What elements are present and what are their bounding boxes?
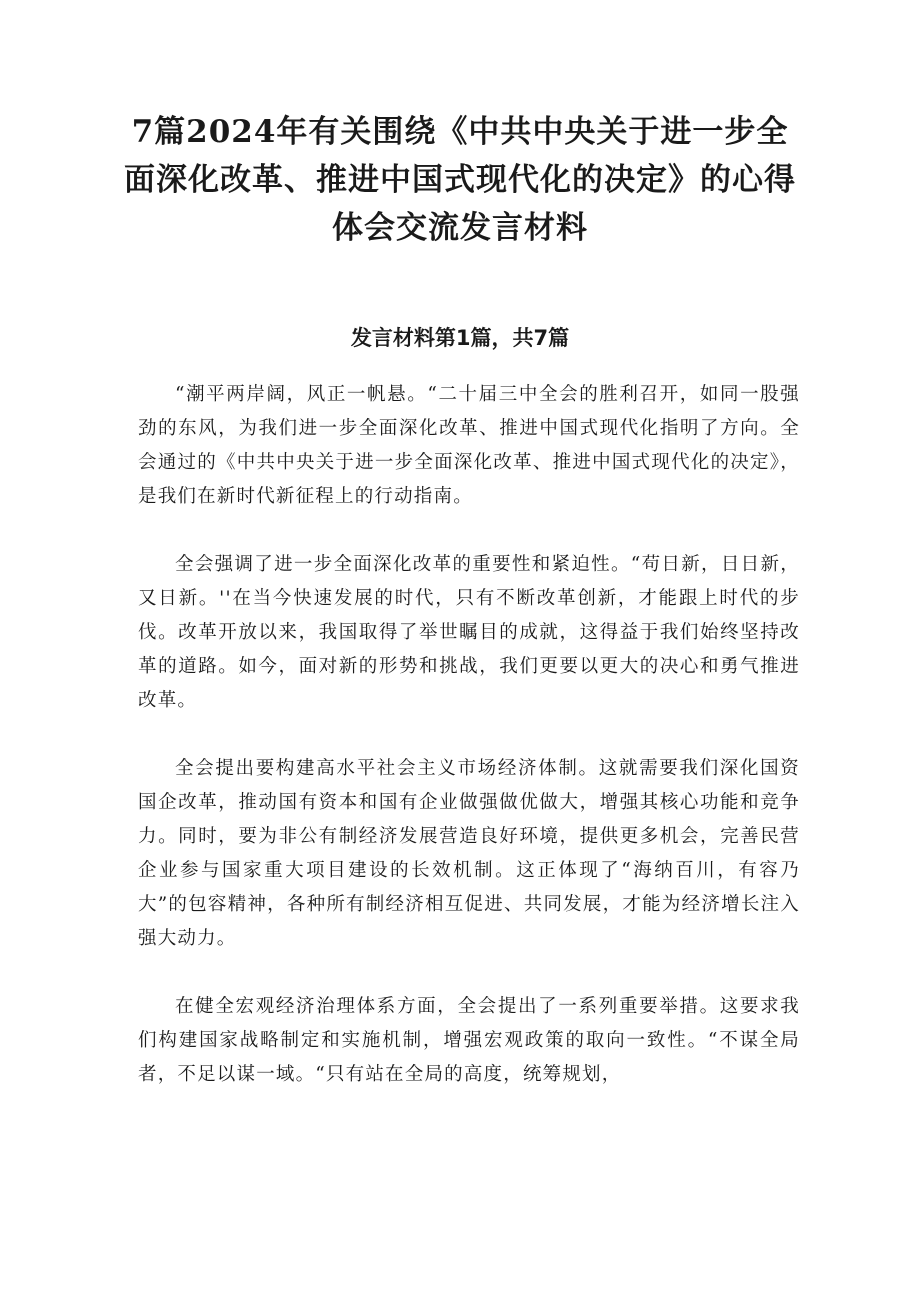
document-body <box>138 378 800 1126</box>
paragraph-4: 在健全宏观经济治理体系方面，全会提出了一系列重要举措。这要求我们构建国家战略制定和实施机制，增强宏观政策的取向一致性。“不谋全局者，不足以谋一域。“只有站在全局的高度，统筹规划， <box>138 996 800 1085</box>
paragraph-1: “潮平两岸阔，风正一帆悬。“二十届三中全会的胜利召开，如同一股强劲的东风，为我们进一步全面深化改革、推进中国式现代化指明了方向。全会通过的《中共中央关于进一步全面深化改革、推进中国式现代化的决定》，是我们在新时代新征程上的行动指南。 <box>138 384 800 507</box>
document-title: 7篇2024年有关围绕《中共中央关于进一步全面深化改革、推进中国式现代化的决定》的心得体会交流发言材料 <box>124 114 796 246</box>
paragraph-2: 全会强调了进一步全面深化改革的重要性和紧迫性。“苟日新，日日新，又日新。''在当今快速发展的时代，只有不断改革创新，才能跟上时代的步伐。改革开放以来，我国取得了举世瞩目的成就，这得益于我们始终坚持改革的道路。如今，面对新的形势和挑战，我们更要以更大的决心和勇气推进改革。 <box>138 554 800 711</box>
paragraph-3: 全会提出要构建高水平社会主义市场经济体制。这就需要我们深化国资国企改革，推动国有资本和国有企业做强做优做大，增强其核心功能和竞争力。同时，要为非公有制经济发展营造良好环境，提供更多机会，完善民营企业参与国家重大项目建设的长效机制。这正体现了“海纳百川，有容乃大”的包容精神，各种所有制经济相互促进、共同发展，才能为经济增长注入强大动力。 <box>138 758 800 949</box>
section-heading: 发言材料第1篇，共7篇 <box>350 326 570 350</box>
